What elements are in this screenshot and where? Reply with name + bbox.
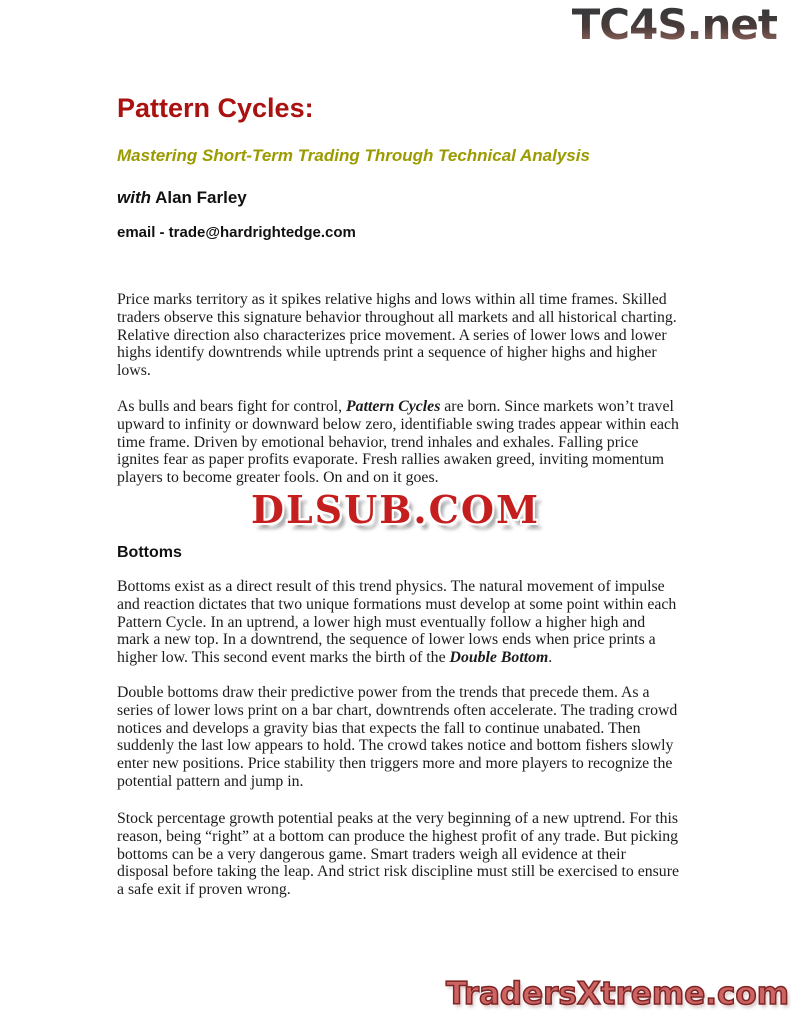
page-subtitle: Mastering Short-Term Trading Through Technical Analysis — [117, 146, 590, 165]
paragraph-2 — [117, 398, 679, 487]
watermark-dlsub: DLSUB.COM — [250, 487, 541, 532]
watermark-tradersxtreme: TradersXtreme.com — [445, 976, 789, 1012]
emphasis-double-bottom: Double Bottom — [449, 649, 549, 667]
byline-prefix: with — [117, 188, 151, 207]
paragraph-3-text-before: Bottoms exist as a direct result of this trend physics. The natural movement of impulse and reaction dictates that two unique formations must develop at some point within each Pattern Cycle. In an uptrend, a lower high must eventually follow a higher high and mark a new top. In a downtrend, the sequence of lower lows ends when price prints a higher low. This second event marks the birth of the — [117, 578, 677, 667]
section-heading-bottoms: Bottoms — [117, 544, 182, 561]
paragraph-4: Double bottoms draw their predictive power from the trends that precede them. As a series of lower lows print on a bar chart, downtrends often accelerate. The trading crowd notices and develops a gravity bias that expects the fall to continue unabated. Then suddenly the last low appears to hold. The crowd takes notice and bottom fishers slowly enter new positions. Price stability then triggers more and more players to recognize the potential pattern and jump in. — [117, 684, 678, 790]
paragraph-2-text-before: As bulls and bears fight for control, — [117, 398, 347, 415]
paragraph-3-text-after: . — [548, 649, 553, 667]
paragraph-1: Price marks territory as it spikes relative highs and lows within all time frames. Skilled traders observe this signature behavior throughout all markets and all historical charting. Relative direction also characterizes price movement. A series of lower lows and lower highs identify downtrends while uptrends print a sequence of higher highs and higher lows. — [117, 291, 677, 380]
paragraph-2-text-after: are born. Since markets won’t travel upward to infinity or downward below zero, identifiable swing trades appear within each time frame. Driven by emotional behavior, trend inhales and exhales. Falling price ignites fear as paper profits evaporate. Fresh rallies awaken greed, inviting momentum players to become greater fools. On and on it goes. — [117, 398, 679, 487]
paragraph-3 — [117, 578, 679, 667]
paragraph-5: Stock percentage growth potential peaks at the very beginning of a new uptrend. For this reason, being “right” at a bottom can produce the highest profit of any trade. But picking bottoms can be a very dangerous game. Smart traders weigh all evidence at their disposal before taking the leap. And strict risk discipline must still be exercised to ensure a safe exit if proven wrong. — [117, 810, 679, 899]
watermark-tc4s: TC4S.net — [571, 0, 777, 49]
page-title: Pattern Cycles: — [117, 93, 314, 123]
byline — [117, 188, 247, 208]
emphasis-pattern-cycles: Pattern Cycles — [346, 398, 441, 415]
email-line: email - trade@hardrightedge.com — [117, 224, 356, 241]
byline-author-name: Alan Farley — [155, 188, 247, 207]
